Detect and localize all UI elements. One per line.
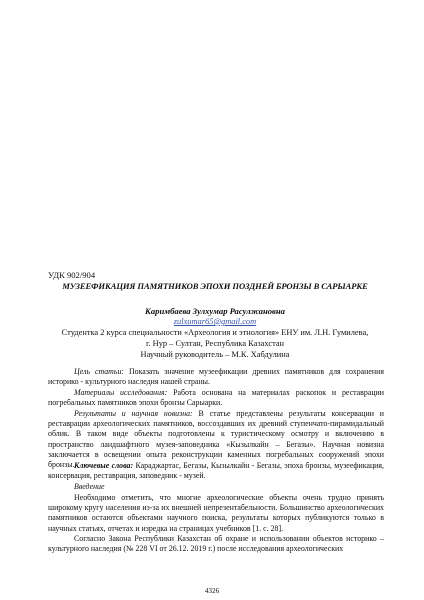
abstract-materials	[48, 388, 384, 408]
author-name: Каримбаева Зулхумар Расулжановна	[145, 306, 285, 316]
paragraph-1-text: Необходимо отметить, что многие археологические объекты очень трудно принять широкому кругу населения из-за их внешней непрезентабельности. Большинство археологических памятников остаются объектами научного поиска, результаты которых публикуются только в научных статьях, отчетах и изредка на страницах учебников [1. с. 28].	[48, 493, 384, 533]
udk-code: УДК 902/904	[48, 270, 96, 280]
author-affiliation: Студентка 2 курса специальности «Археология и этнология» ЕНУ им. Л.Н. Гумилева,	[61, 328, 369, 337]
supervisor: Научный руководитель – М.К. Хабдулина	[140, 350, 290, 359]
paragraph-2-text: Согласно Закона Республики Казахстан об охране и использовании объектов историко – культурного наследия (№ 228 VI от 26.12. 2019 г.) после исследования археологических	[48, 534, 384, 554]
materials-text: Работа основана на материалах раскопок и реставрации погребальных памятников эпохи бронзы Сарыарки.	[48, 388, 384, 408]
author-location: г. Нур – Султан, Республика Казахстан	[145, 339, 285, 348]
results-text: В статье представлены результаты консервации и реставрации археологических памятников, воссоздавших их древний ступенчато-пирамидальный облик. В таком виде объекты подготовлены к туристическому осмотру и включению в пространство ландшафтного музея-заповедника «Кызылкайн – Бегазы». Научная новизна заключается в освещении опыта реконструкции каменных погребальных сооружений эпохи бронзы.	[48, 409, 384, 470]
body-paragraph-2	[48, 534, 384, 554]
abstract-keywords	[48, 461, 384, 481]
section-heading-intro: Введение	[74, 482, 105, 491]
author-email-link[interactable]: zulxumar65@gmail.com	[173, 317, 257, 326]
goal-label: Цель статьи:	[74, 367, 125, 376]
body-paragraph-1	[48, 493, 384, 534]
article-title: МУЗЕЕФИКАЦИЯ ПАМЯТНИКОВ ЭПОХИ ПОЗДНЕЙ БРОНЗЫ В САРЫАРКЕ	[62, 281, 368, 291]
page-number: 4326	[204, 587, 220, 595]
results-label: Результаты и научная новизна:	[74, 409, 193, 418]
materials-label: Материалы исследования:	[74, 388, 168, 397]
goal-text: Показать значение музеефикации древних памятников для сохранения историко - культурного наследия нашей страны.	[48, 367, 384, 387]
keywords-text: Караджартас, Бегазы, Кызылкайн - Бегазы, эпоха бронзы, музеефикация, консервация, реставрация, заповедник - музей.	[48, 461, 385, 481]
abstract-goal	[48, 367, 384, 387]
keywords-label: Ключевые слова:	[74, 461, 134, 470]
